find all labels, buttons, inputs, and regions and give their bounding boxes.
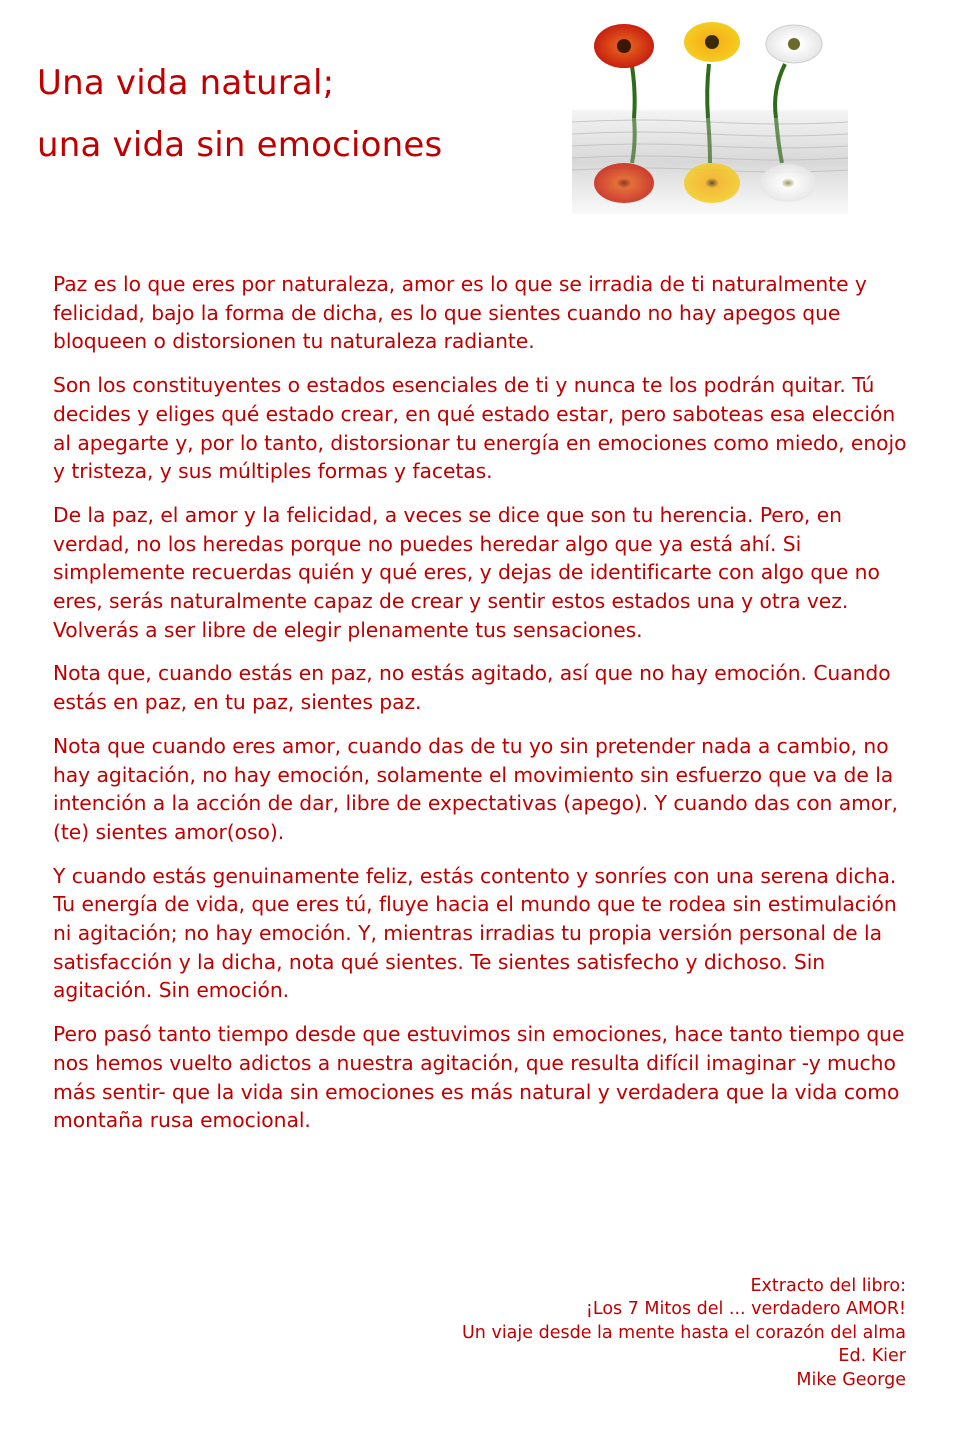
credit-author: Mike George — [796, 1369, 906, 1390]
paragraph-2: Son los constituyentes o estados esenciales de ti y nunca te los podrán quitar. Tú decides y eliges qué estado crear, en qué estado estar, pero saboteas esa elección al apegarte y, por lo tanto, distorsionar tu energía en emociones como miedo, enojo y tristeza, y sus múltiples formas y facetas. — [53, 373, 907, 484]
credit-book-subtitle: Un viaje desde la mente hasta el corazón del alma — [462, 1322, 906, 1343]
page-title — [37, 52, 557, 176]
credit-publisher: Ed. Kier — [838, 1346, 906, 1367]
paragraph-5: Nota que cuando eres amor, cuando das de tu yo sin pretender nada a cambio, no hay agitación, no hay emoción, solamente el movimiento sin esfuerzo que va de la intención a la acción de dar, libre de expectativas (apego). Y cuando das con amor, (te) sientes amor(oso). — [53, 733, 898, 844]
credit-book-title: ¡Los 7 Mitos del ... verdadero AMOR! — [585, 1299, 906, 1320]
paragraph-6: Y cuando estás genuinamente feliz, estás contento y sonríes con una serena dicha. Tu energía de vida, que eres tú, fluye hacia el mundo que te rodea sin estimulación ni agitación; no hay emoción. Y, mientras irradias tu propia versión personal de la satisfacción y la dicha, nota qué sientes. Te sientes satisfecho y dichoso. Sin agitación. Sin emoción. — [53, 863, 897, 1003]
credit-excerpt-label: Extracto del libro: — [750, 1276, 906, 1296]
paragraph-1: Paz es lo que eres por naturaleza, amor es lo que se irradia de ti naturalmente y felicidad, bajo la forma de dicha, es lo que sientes cuando no hay apegos que bloqueen o distorsionen tu naturaleza radiante. — [53, 272, 867, 354]
flowers-reflection-image — [572, 18, 848, 214]
book-credits — [406, 1275, 906, 1392]
article-body — [53, 270, 915, 1150]
paragraph-7: Pero pasó tanto tiempo desde que estuvimos sin emociones, hace tanto tiempo que nos hemos vuelto adictos a nuestra agitación, que resulta difícil imaginar -y mucho más sentir- que la vida sin emociones es más natural y verdadera que la vida como montaña rusa emocional. — [53, 1022, 905, 1133]
title-line-2: una vida sin emociones — [37, 125, 443, 165]
paragraph-3: De la paz, el amor y la felicidad, a veces se dice que son tu herencia. Pero, en verdad, no los heredas porque no puedes heredar algo que ya está ahí. Si simplemente recuerdas quién y qué eres, y dejas de identificarte con algo que no eres, serás naturalmente capaz de crear y sentir estos estados una y otra vez. Volverás a ser libre de elegir plenamente tus sensaciones. — [53, 502, 880, 642]
title-line-1: Una vida natural; — [37, 63, 335, 103]
paragraph-4: Nota que, cuando estás en paz, no estás agitado, así que no hay emoción. Cuando estás en paz, en tu paz, sientes paz. — [53, 661, 891, 715]
